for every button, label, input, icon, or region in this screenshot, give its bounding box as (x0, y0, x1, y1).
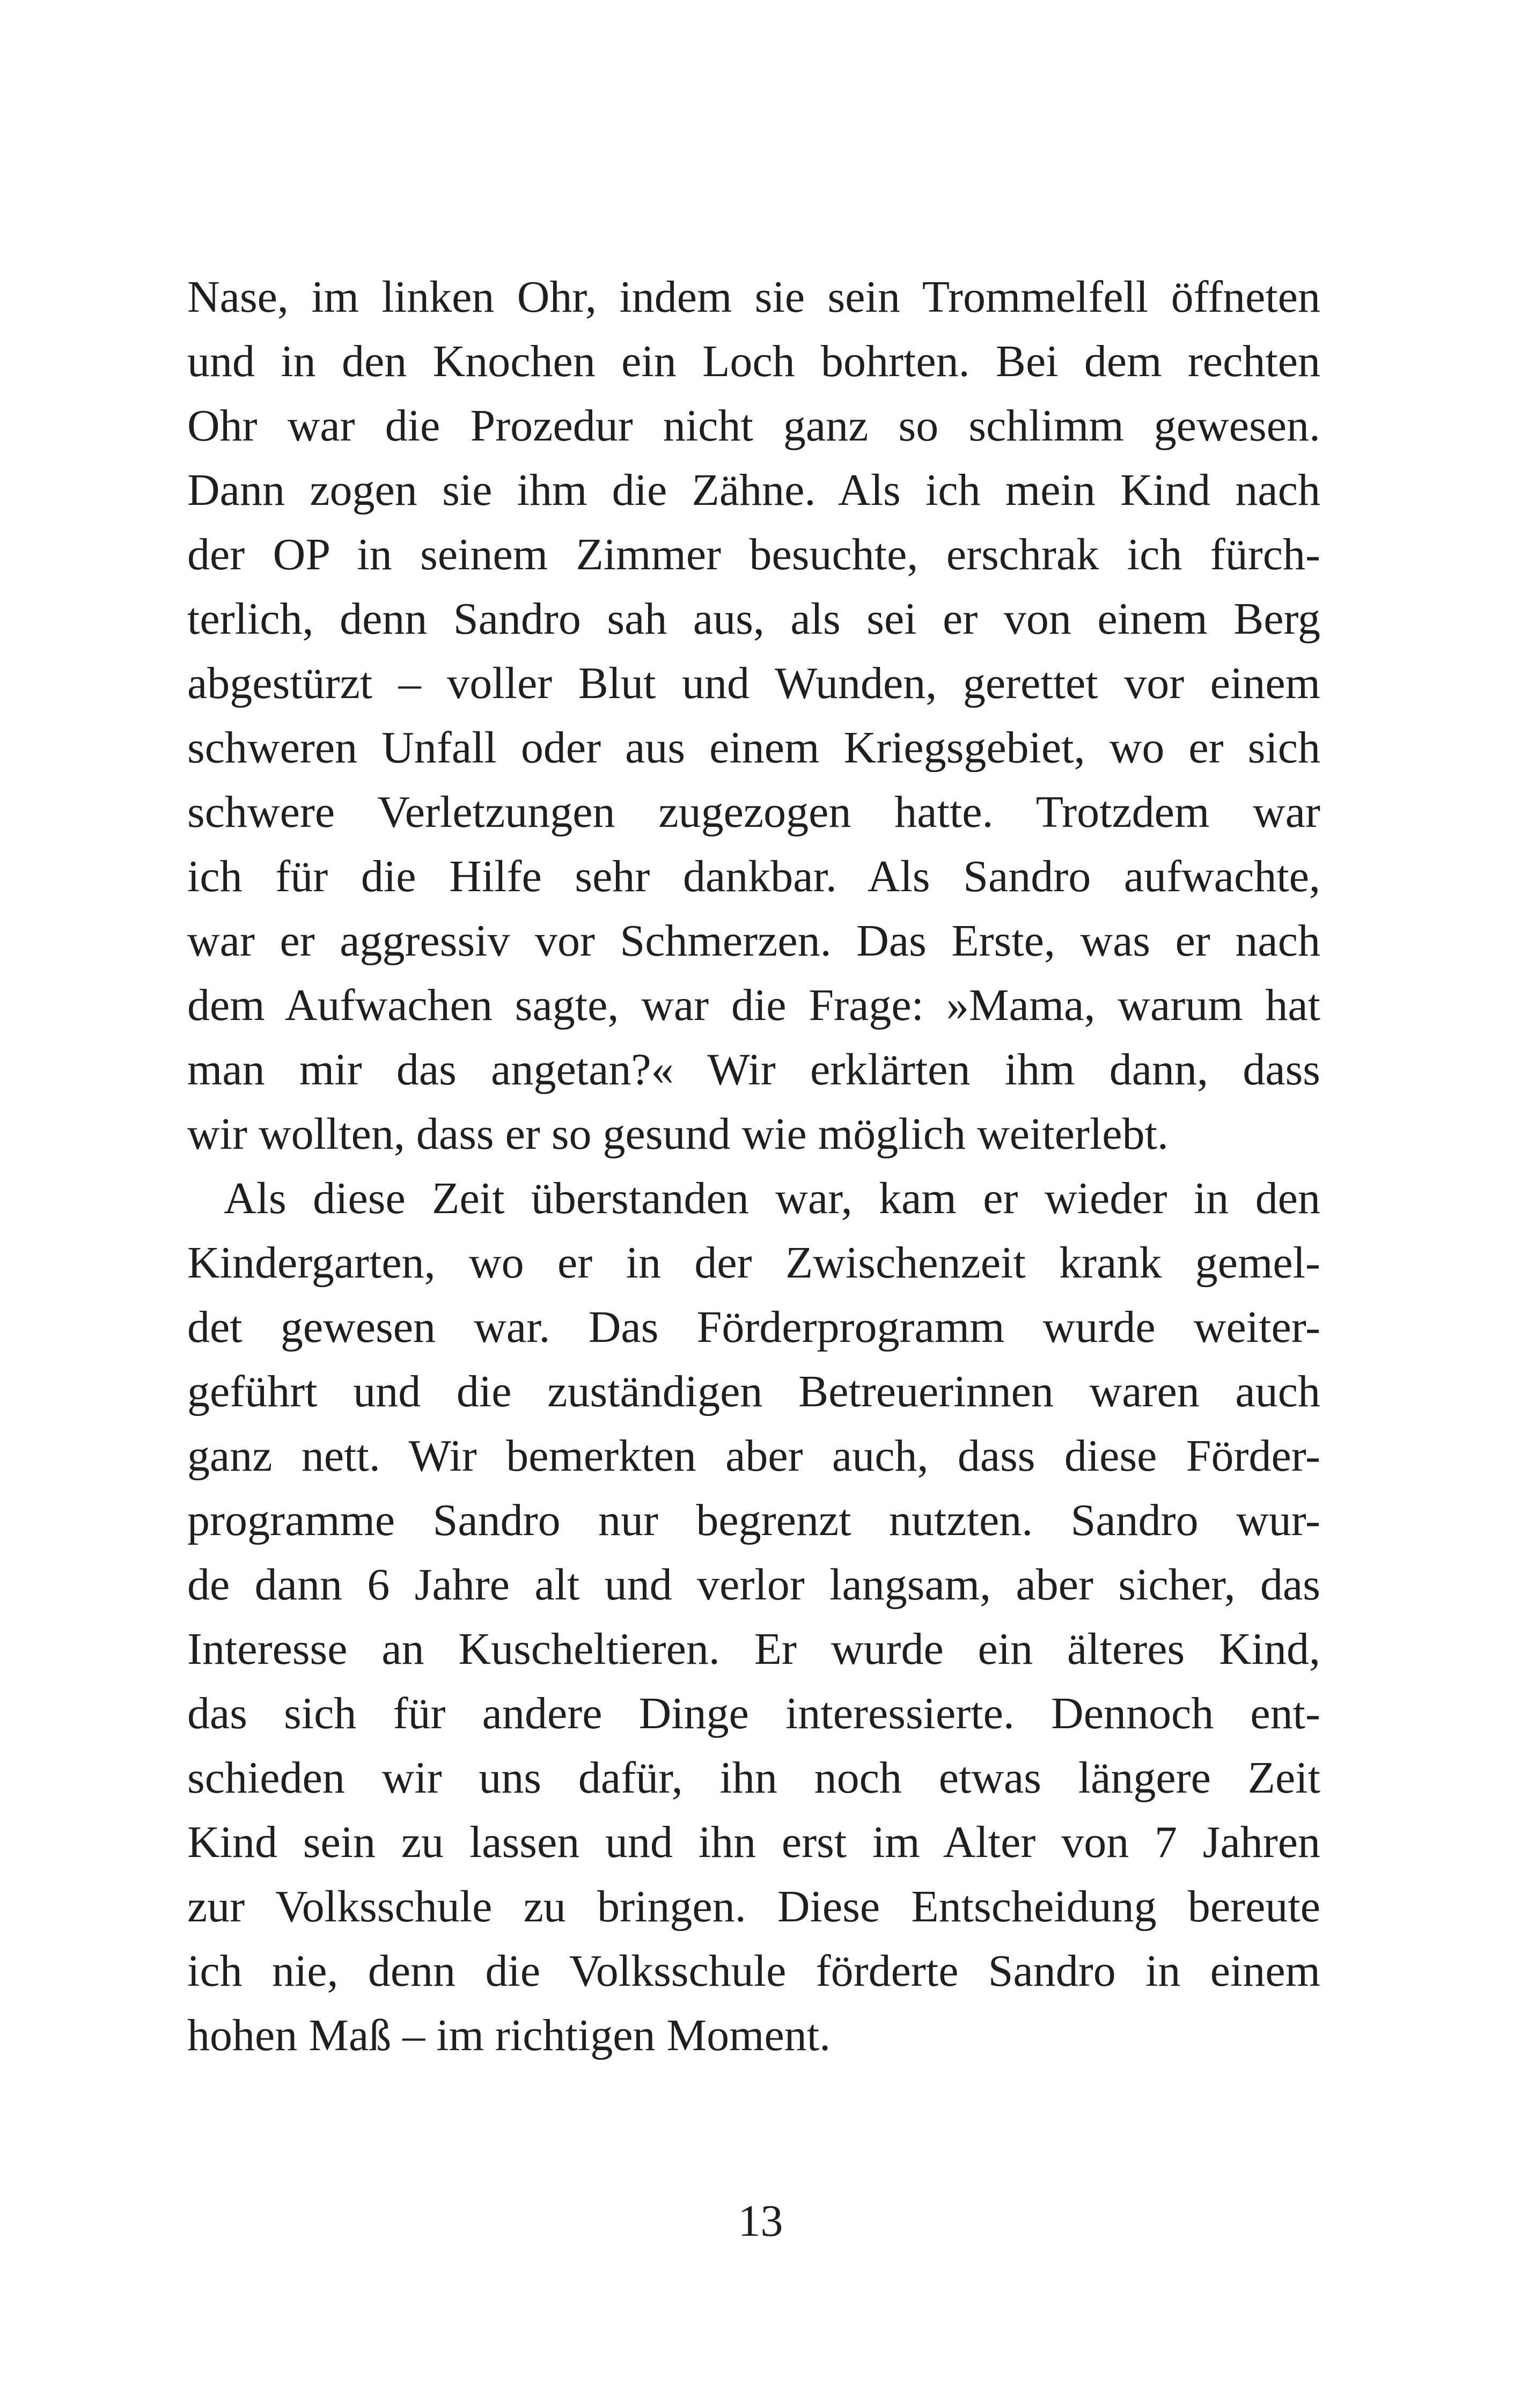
text-line: der OP in seinem Zimmer besuchte, erschrak ich fürch- (187, 530, 1320, 579)
body-text (187, 265, 1320, 2068)
text-line: ich nie, denn die Volksschule förderte Sandro in einem (187, 1946, 1320, 1996)
text-line: war er aggressiv vor Schmerzen. Das Erste, was er nach (187, 916, 1320, 966)
text-line: dem Aufwachen sagte, war die Frage: »Mama, warum hat (187, 980, 1320, 1030)
text-line: schwere Verletzungen zugezogen hatte. Trotzdem war (187, 787, 1320, 837)
text-line: de dann 6 Jahre alt und verlor langsam, aber sicher, das (187, 1560, 1320, 1610)
text-line: Kindergarten, wo er in der Zwischenzeit krank gemel- (187, 1238, 1320, 1288)
text-line: schweren Unfall oder aus einem Kriegsgebiet, wo er sich (187, 723, 1320, 773)
text-line: Nase, im linken Ohr, indem sie sein Trommelfell öffneten (187, 272, 1320, 322)
text-line: hohen Maß – im richtigen Moment. (187, 2010, 831, 2060)
text-line: Als diese Zeit überstanden war, kam er wieder in den (224, 1173, 1320, 1223)
text-line: zur Volksschule zu bringen. Diese Entscheidung bereute (187, 1882, 1320, 1932)
page-number: 13 (738, 2196, 783, 2246)
text-line: terlich, denn Sandro sah aus, als sei er von einem Berg (187, 594, 1320, 644)
text-line: Kind sein zu lassen und ihn erst im Alter von 7 Jahren (187, 1817, 1320, 1867)
text-line: Interesse an Kuscheltieren. Er wurde ein älteres Kind, (187, 1624, 1320, 1674)
text-line: das sich für andere Dinge interessierte. Dennoch ent- (187, 1688, 1320, 1738)
text-line: schieden wir uns dafür, ihn noch etwas längere Zeit (187, 1753, 1320, 1803)
text-line: det gewesen war. Das Förderprogramm wurde weiter- (187, 1302, 1320, 1352)
text-line: geführt und die zuständigen Betreuerinnen waren auch (187, 1367, 1320, 1416)
text-line: abgestürzt – voller Blut und Wunden, gerettet vor einem (187, 658, 1320, 708)
text-line: ich für die Hilfe sehr dankbar. Als Sandro aufwachte, (187, 851, 1320, 901)
text-line: programme Sandro nur begrenzt nutzten. Sandro wur- (187, 1495, 1320, 1545)
text-line: und in den Knochen ein Loch bohrten. Bei dem rechten (187, 336, 1320, 386)
text-line: man mir das angetan?« Wir erklärten ihm dann, dass (187, 1045, 1320, 1095)
text-line: ganz nett. Wir bemerkten aber auch, dass diese Förder- (187, 1431, 1320, 1481)
text-line: Ohr war die Prozedur nicht ganz so schlimm gewesen. (187, 401, 1320, 451)
text-line: wir wollten, dass er so gesund wie möglich weiterlebt. (187, 1109, 1169, 1159)
text-line: Dann zogen sie ihm die Zähne. Als ich mein Kind nach (187, 465, 1320, 515)
